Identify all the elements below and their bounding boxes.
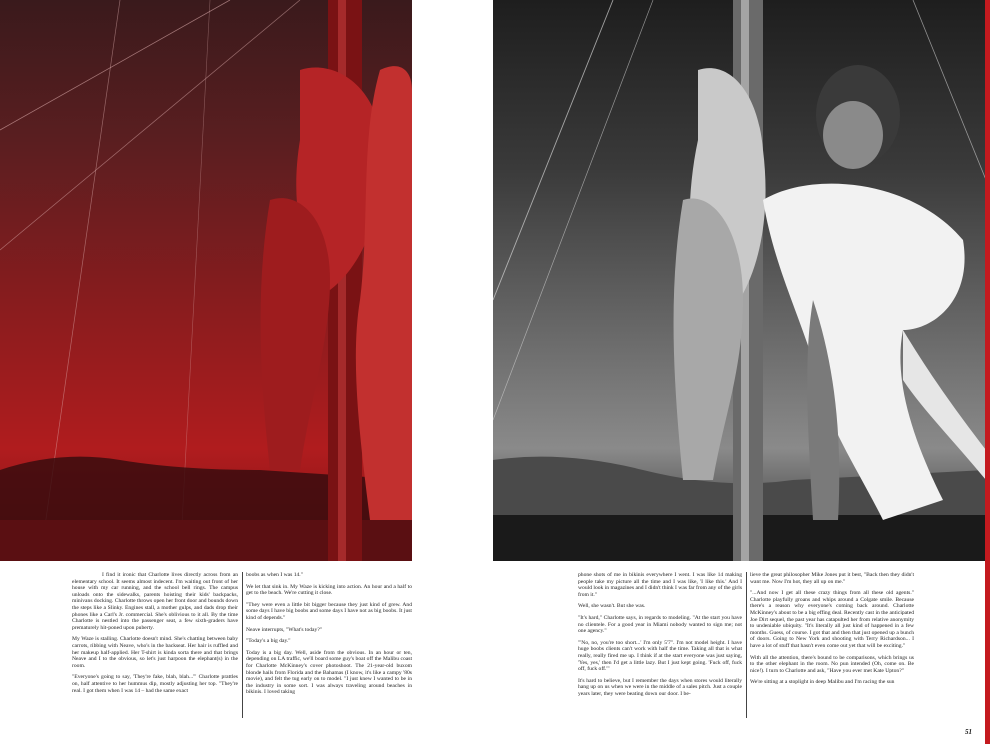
paragraph: I find it ironic that Charlotte lives directly across from an elementary school. It seems almost indecent. I'm waiting out front of her house with my car running, and the school bell rings. The campus unloads onto the sidewalks, parents hoisting their kids' backpacks, minivans docking. Charlotte throws open her front door and bounds down the steps like a Slinky. Engines stall, a mother gulps, and dads drop their phones like a Carl's Jr. commercial. She's oblivious to it all. By the time Charlotte is nestled into the passenger seat, a few sixth-graders have prematurely hit-poned upon puberty. xyxy=(72,572,238,631)
photo-black-white xyxy=(493,0,986,561)
page-number: 51 xyxy=(965,728,972,736)
photo-red-scene xyxy=(0,0,412,561)
paragraph: "It's hard," Charlotte says, in regards to modeling. "At the start you have no clientele. For a good year in Miami nobody wanted to sign me; not one agency." xyxy=(578,614,742,635)
article-column-2 xyxy=(246,572,412,701)
photo-bw-scene xyxy=(493,0,986,561)
paragraph: phone shots of me in bikinis everywhere I went. I was like 14 making people take my picture all the time and I was like, 'I like this.' And I would look in magazines and I didn't think I was far from any of the girls from it." xyxy=(578,572,742,598)
paragraph: "They were even a little bit bigger because they just kind of grew. And some days I have big boobs and some days I have not as big boobs. It just kind of depends." xyxy=(246,601,412,621)
photo-red-duotone xyxy=(0,0,412,561)
article-column-1 xyxy=(72,572,238,699)
paragraph: "...And now I get all these crazy things from all these old agents." Charlotte playfully groans and whips around a Colgate smile. Because there's a reason why everyone's coming back around. Charlotte McKinney's about to be a big effing deal. Recently cast in the anticipated Joe Dirt sequel, the past year has catapulted her from relative anonymity to undeniable ubiquity. "It's literally all just kind of happened in a few months. Guess, of course. I got that and then that just opened up a bunch of doors. Going to New York and shooting with Terry Richardson... I have a lot of stuff that hasn't even come out yet that will be exciting." xyxy=(750,590,914,649)
paragraph: "'No, no, you're too short...' I'm only 5'7". I'm not model height. I have huge boobs clients can't work with half the time. Taking all that is what really, really fired me up. I think if at the start everyone was just saying, 'Yes, yes,' then I'd get a little lazy. But I just kept going. 'Fuck off, fuck off, fuck off.'" xyxy=(578,639,742,673)
paragraph: Neave interrupts, "What's today?" xyxy=(246,626,323,633)
paragraph: lieve the great philosopher Mike Jones put it best, "Back then they didn't want me. Now I'm hot, they all up on me." xyxy=(750,572,914,585)
page-edge-red-bar xyxy=(985,0,990,744)
paragraph: "Today's a big day." xyxy=(246,638,291,645)
paragraph: We're sitting at a stoplight in deep Malibu and I'm racing the sun xyxy=(750,679,895,686)
paragraph: Well, she wasn't. But she was. xyxy=(578,603,646,610)
article-column-4 xyxy=(750,572,914,691)
paragraph: With all the attention, there's bound to be comparisons, which brings us to the other elephant in the room. No pun intended (Oh, come on. Be nice!). I turn to Charlotte and ask, "Have you ever met Kate Upton?" xyxy=(750,654,914,674)
column-divider xyxy=(746,572,747,718)
paragraph: Today is a big day. Well, aside from the obvious. In an hour or ten, depending on LA traffic, we'll board some guy's boat off the Malibu coast for Charlotte McKinney's cover photoshoot. The 21-year-old buxom blonde hails from Florida and the Bahamas (I know, it's like a campy '80s movie), and felt the tug early on to model. "I just knew I wanted to be in the industry in some sort. I was always traveling around beaches in bikinis. I loved taking xyxy=(246,649,412,696)
paragraph: It's hard to believe, but I remember the days when stores would literally hang up on us when we were in the middle of a sales pitch. Just a couple years later, they were beating down our door. I be- xyxy=(578,677,742,697)
paragraph: We let that sink in. My Waze is kicking into action. An hour and a half to get to the beach. We're cutting it close. xyxy=(246,583,412,597)
column-divider xyxy=(242,572,243,718)
paragraph: boobs as when I was 14." xyxy=(246,572,303,578)
paragraph: "Everyone's going to say, 'They're fake, blah, blah...'" Charlotte prattles on, half attentive to her hummus dip, mostly adjusting her top. "They're real. I got them when I was 14 – had the same exact xyxy=(72,674,238,694)
paragraph: My Waze is stalling. Charlotte doesn't mind. She's chatting between baby carrots, ribbing with Neave, who's in the backseat. Her hair is ruffled and her makeup half-applied. Her T-shirt is kinda sorta there and that brings Neave and I to the obvious, so let's just harpoon the elephant(s) in the room. xyxy=(72,636,238,669)
article-column-3 xyxy=(578,572,742,703)
